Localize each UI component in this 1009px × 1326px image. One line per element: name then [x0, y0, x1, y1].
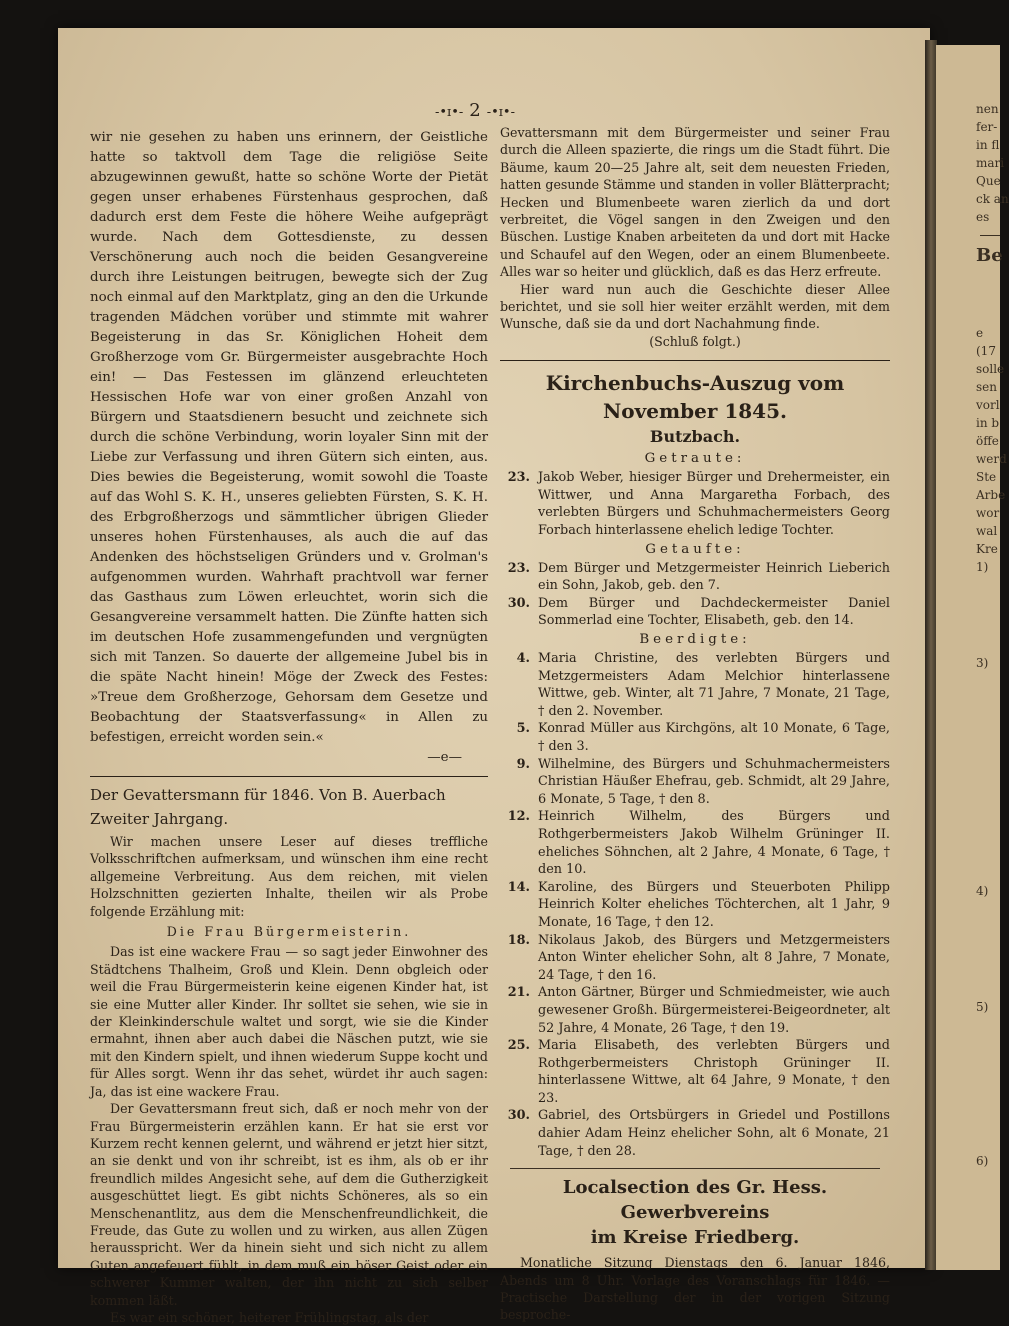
entry-number: 30. — [507, 595, 530, 611]
list-item — [500, 1107, 890, 1160]
article-subtitle: Zweiter Jahrgang. — [90, 810, 229, 828]
page-number: 2 — [469, 100, 481, 121]
next-page-fragment: Kre — [976, 542, 998, 556]
next-page-heading-fragment: Be — [976, 245, 1003, 266]
next-page-fragment: fer- — [976, 120, 998, 134]
next-page-rule — [980, 235, 1000, 236]
buried-label: Beerdigte: — [639, 632, 751, 648]
story-title: Die Frau Bürgermeisterin. — [166, 924, 412, 940]
entry-number: 30. — [507, 1108, 530, 1124]
list-item — [500, 720, 890, 755]
next-page-edge — [936, 45, 1009, 1270]
divider — [510, 1168, 880, 1169]
next-page-fragment: mari — [976, 156, 1005, 170]
next-page-fragment: vorl — [976, 398, 1000, 412]
list-item — [500, 984, 890, 1037]
entry-number: 23. — [507, 560, 530, 576]
entry-number: 21. — [507, 985, 530, 1001]
next-page-fragment: (17 — [976, 344, 996, 358]
next-page-fragment: solle — [976, 362, 1005, 376]
section-title: Localsection des Gr. Hess. Gewerbvereins — [562, 1177, 828, 1224]
married-label: Getraute: — [644, 451, 746, 467]
paragraph: Hier ward nun auch die Geschichte dieser Allee berichtet, und sie soll hier weiter erzählt werden, mit dem Wunsche, daß sie da und dort Nachahmung finde. — [500, 281, 890, 332]
next-page-fragment: wal — [976, 524, 998, 538]
divider — [500, 360, 890, 361]
next-page-fragment: 5) — [976, 1000, 989, 1014]
entry-text: Gabriel, des Ortsbürgers in Griedel und Postillons dahier Adam Heinz ehelicher Sohn, alt 6 Monate, 21 Tage, † den 28. — [538, 1108, 890, 1159]
list-item — [500, 469, 890, 539]
ornament: -•ɪ•- — [486, 105, 515, 120]
entry-text: Wilhelmine, des Bürgers und Schuhmachermeisters Christian Häußer Ehefrau, geb. Schmidt, alt 29 Jahre, 6 Monate, 5 Tage, † den 8. — [538, 756, 890, 807]
next-page-fragment: e — [976, 326, 984, 340]
list-item — [500, 756, 890, 809]
list-item — [500, 560, 890, 595]
ornament: -•ɪ•- — [434, 105, 464, 120]
entry-number: 18. — [507, 932, 530, 948]
paragraph: wir nie gesehen zu haben uns erinnern, der Geistliche hatte so taktvoll dem Tage die religiöse Seite abzugewinnen gewußt, hatte so schöne Worte der Pietät gegen unser erhabenes Fürstenhaus gesprochen, daß dadurch erst dem Feste die höhere Weihe aufgeprägt wurde. Nach dem Gottesdienste, zu dessen Verschönerung auch noch die beiden Gesangvereine durch ihre Leistungen beitrugen, bewegte sich der Zug noch einmal auf den Marktplatz, ging an den die Urkunde tragenden Mädchen vorüber und stimmte mit wahrer Begeisterung in das Sr. Königlichen Hoheit dem Großherzoge vom Gr. Bürgermeister ausgebrachte Hoch ein! — Das Festessen im glänzend erleuchteten Hessischen Hofe war von einer großen Anzahl von Bürgern und Staatsdienern besucht und zeichnete sich durch die schöne Verbindung, worin loyaler Sinn mit der Liebe zur Verfassung und ihren Gütern sich einten, aus. Dies bewies die Begeisterung, womit sowohl die Toaste auf das Wohl S. K. H., unseres geliebten Fürsten, S. K. H. des Erbgroßherzogs und sämmtlicher übrigen Glieder unseres hohen Fürstenhauses, als auch die auf das Andenken des höchstseligen Gründers und v. Grolman's aufgenommen wurden. Wahrhaft prachtvoll war ferner das Gasthaus zum Löwen erleuchtet, worin sich die Gesangvereine versammelt hatten. Die Zünfte hatten sich im deutschen Hofe zusammengefunden und vergnügten sich mit Tanzen. So dauerte der allgemeine Jubel bis in die späte Nacht hinein! Möge der Zweck des Festes: »Treue dem Großherzoge, Gehorsam dem Gesetze und Beobachtung der Staatsverfassung« in Allen zu befestigen, erreicht worden sein.« — [90, 130, 488, 745]
entry-text: Dem Bürger und Dachdeckermeister Daniel Sommerlad eine Tochter, Elisabeth, geb. den 14. — [538, 595, 890, 629]
list-item — [500, 808, 890, 878]
next-page-fragment: werd — [976, 452, 1007, 466]
entry-text: Maria Christine, des verlebten Bürgers und Metzgermeisters Adam Melchior hinterlassene Wittwe, geb. Winter, alt 71 Jahre, 7 Monate, 21 Tage, † den 2. November. — [538, 651, 890, 719]
baptized-label: Getaufte: — [645, 541, 745, 557]
town-name: Butzbach. — [649, 427, 741, 447]
entry-text: Nikolaus Jakob, des Bürgers und Metzgermeisters Anton Winter ehelicher Sohn, alt 8 Jahre, 7 Monate, 24 Tage, † den 16. — [538, 932, 890, 983]
entry-number: 9. — [516, 756, 530, 772]
next-page-fragment: Que — [976, 174, 1001, 188]
next-page-fragment: wor — [976, 506, 1000, 520]
paragraph: Monatliche Sitzung Dienstags den 6. Januar 1846, Abends um 8 Uhr. Vorlage des Voranschlags für 1846. — Practische Darstellung der in der vorigen Sitzung besproche- — [500, 1255, 890, 1323]
list-item — [500, 879, 890, 932]
register-title: Kirchenbuchs-Auszug vom November 1845. — [545, 371, 845, 424]
entry-text: Maria Elisabeth, des verlebten Bürgers und Rothgerbermeisters Christoph Grüninger II. hinterlassene Wittwe, alt 64 Jahre, 9 Monate, † den 23. — [538, 1038, 890, 1106]
next-page-fragment: sen — [976, 380, 997, 394]
page-number-header — [420, 100, 530, 121]
entry-number: 12. — [507, 809, 530, 825]
right-column — [500, 124, 890, 1324]
next-page-fragment: in b — [976, 416, 1000, 430]
article-title: Der Gevattersmann für 1846. Von B. Auerbach — [90, 786, 446, 804]
next-page-fragment: öffe — [976, 434, 999, 448]
entry-text: Dem Bürger und Metzgermeister Heinrich Lieberich ein Sohn, Jakob, geb. den 7. — [538, 560, 890, 594]
entry-text: Anton Gärtner, Bürger und Schmiedmeister, wie auch gewesener Großh. Bürgermeisterei-Beigeordneter, alt 52 Jahre, 4 Monate, 26 Tage, † den 19. — [538, 985, 890, 1036]
entry-number: 14. — [507, 879, 530, 895]
paragraph: Es war ein schöner, heiterer Frühlingstag, als der — [110, 1309, 429, 1325]
to-be-continued: (Schluß folgt.) — [649, 333, 741, 349]
entry-text: Karoline, des Bürgers und Steuerboten Philipp Heinrich Kolter eheliches Töchterchen, alt 1 Jahr, 9 Monate, 16 Tage, † den 12. — [538, 879, 890, 930]
next-page-fragment: Arbe — [976, 488, 1006, 502]
list-item — [500, 650, 890, 720]
signature: —e— — [427, 750, 462, 765]
left-column — [90, 128, 488, 1326]
next-page-fragment: 3) — [976, 656, 989, 670]
entry-text: Konrad Müller aus Kirchgöns, alt 10 Monate, 6 Tage, † den 3. — [538, 721, 890, 754]
next-page-fragment: in fl — [976, 138, 1000, 152]
next-page-fragment: 6) — [976, 1154, 989, 1168]
entry-number: 25. — [507, 1038, 530, 1054]
next-page-fragment: 1) — [976, 560, 989, 574]
entry-number: 4. — [516, 651, 530, 667]
paragraph: Wir machen unsere Leser auf dieses treffliche Volksschriftchen aufmerksam, und wünschen ihm eine recht allgemeine Verbreitung. Aus dem reichen, mit vielen Holzschnitten gezierten Inhalte, theilen wir als Probe folgende Erzählung mit: — [90, 834, 488, 919]
next-page-fragment: Ste — [976, 470, 997, 484]
entry-text: Heinrich Wilhelm, des Bürgers und Rothgerbermeisters Jakob Wilhelm Grüninger II. eheliches Söhnchen, alt 2 Jahre, 4 Monate, 6 Tage, † den 10. — [538, 809, 890, 878]
next-page-fragment: 4) — [976, 884, 989, 898]
entry-number: 5. — [516, 721, 530, 737]
next-page-fragment: es — [976, 210, 990, 224]
section-title-line2: im Kreise Friedberg. — [590, 1227, 800, 1249]
list-item — [500, 932, 890, 985]
paragraph: Der Gevattersmann freut sich, daß er noch mehr von der Frau Bürgermeisterin erzählen kann. Er hat sie erst vor Kurzem recht kennen gelernt, und während er jetzt hier sitzt, an sie denkt und von ihr schreibt, ist es ihm, als ob er ihr freundlich mildes Angesicht sehe, auf dem die Gutherzigkeit ausgeschüttet liegt. Es gibt nichts Schöneres, als so ein Menschenantlitz, aus dem die Menschenfreundlichkeit, die Freude, das Gute zu wollen und zu wirken, aus allen Zügen herausspricht. Wer da hinein sieht und sich nicht zu allem Guten angefeuert fühlt, in dem muß ein böser Geist oder ein schwerer Kummer walten, der ihn nicht zu sich selber kommen läßt. — [90, 1101, 488, 1308]
next-page-fragment: ck an — [976, 192, 1009, 206]
paragraph: Das ist eine wackere Frau — so sagt jeder Einwohner des Städtchens Thalheim, Groß und Klein. Denn obgleich oder weil die Frau Bürgermeisterin keine eigenen Kinder hat, ist sie eine Mutter aller Kinder. Ihr solltet sie sehen, wie sie in der Kleinkinderschule waltet und sorgt, wie sie die Kinder ermahnt, ihnen aber auch dabei die Näschen putzt, wie sie mit den Kindern spielt, und ihnen wiederum Suppe kocht und für Alles sorgt. Wenn ihr das sehet, würdet ihr auch sagen: Ja, das ist eine wackere Frau. — [90, 944, 488, 1099]
next-page-fragment: nen — [976, 102, 999, 116]
divider — [90, 776, 488, 777]
list-item — [500, 595, 890, 630]
entry-number: 23. — [507, 470, 530, 486]
list-item — [500, 1037, 890, 1107]
entry-text: Jakob Weber, hiesiger Bürger und Drehermeister, ein Wittwer, und Anna Margaretha Forbach, des verlebten Bürgers und Schuhmachermeisters Georg Forbach hinterlassene ehelich ledige Tochter. — [538, 470, 890, 539]
paragraph: Gevattersmann mit dem Bürgermeister und seiner Frau durch die Alleen spazierte, die rings um die Stadt führt. Die Bäume, kaum 20—25 Jahre alt, seit dem neuesten Frieden, hatten gesunde Stämme und standen in voller Blätterpracht; Hecken und Blumenbeete waren zierlich da und dort verbreitet, die Vögel sangen in den Zweigen und den Büschen. Lustige Knaben arbeiteten da und dort mit Hacke und Schaufel auf den Wegen, oder an einem Blumenbeete. Alles war so heiter und glücklich, daß es das Herz erfreute. — [500, 125, 890, 280]
